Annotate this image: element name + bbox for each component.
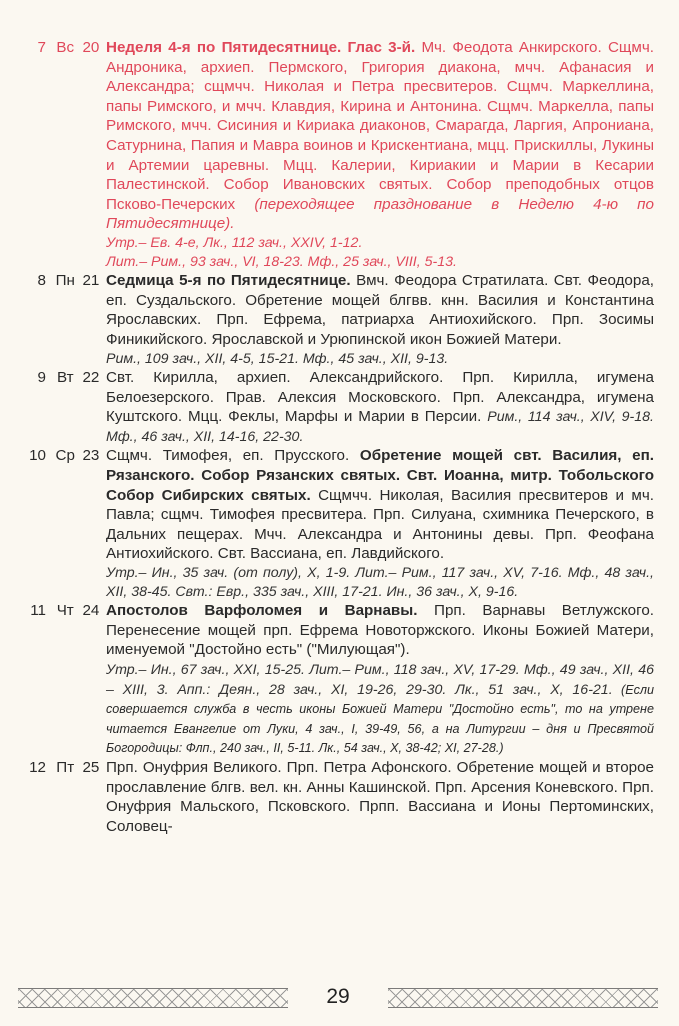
entry-text: Сщмчч. Николая, Василия пресвитеров и мч. Павла; сщмч. Тимофея пресвитера. Прп. Силуана, схимника Печерского, в Дальних пещерах. Мчч. Александра и Антонины девы. Прп. Феофана Антиохийского. Свт. Вассиана, еп. Лавдийского. xyxy=(106,486,654,563)
weekday: Вс xyxy=(56,39,75,56)
entry-title: Апостолов Варфоломея и Варнавы. xyxy=(106,602,418,620)
entry-date xyxy=(22,758,102,778)
ornament-border-icon xyxy=(388,988,658,1008)
old-style-day: 22 xyxy=(82,369,100,387)
entry-text: Сщмч. Тимофея, еп. Прусского. xyxy=(106,447,360,465)
entry-date xyxy=(22,368,102,388)
day-number: 12 xyxy=(29,758,46,776)
entry-date xyxy=(22,38,102,58)
entry-note: (Если совершается служба в честь иконы Божией Матери "Достойно есть", то на утрене читается Евангелие от Луки, 4 зач., I, 39-49, 56, а на Литургии – дня и Пресвятой Богородицы: Флп., 240 зач., II, 5-11. Лк., 54 зач., X, 38-42; XI, 27-28.) xyxy=(106,682,655,756)
day-number: 8 xyxy=(37,272,46,290)
calendar-entry xyxy=(22,271,654,368)
entry-reading: Лит.– Рим., 93 зач., VI, 18-23. Мф., 25 зач., VIII, 5-13. xyxy=(106,253,457,270)
calendar-entry xyxy=(22,758,654,836)
entry-note: (переходящее празднование в Неделю 4-ю по Пятидесятнице). xyxy=(106,195,654,233)
page-number: 29 xyxy=(326,985,350,1008)
weekday: Пн xyxy=(55,272,75,290)
old-style-day: 20 xyxy=(82,39,100,56)
entry-text: Прп. Варнавы Ветлужского. Перенесение мощей прп. Ефрема Новоторжского. Иконы Божией Матери, именуемой "Достойно есть" ("Милующая"). xyxy=(106,602,654,659)
weekday: Пт xyxy=(56,758,75,776)
entry-text: Прп. Онуфрия Великого. Прп. Петра Афонского. Обретение мощей и второе прославление блгв. вел. кн. Анны Кашинской. Прп. Арсения Коневского. Прп. Онуфрия Мальского, Псковского. Прпп. Вассиана и Ионы Пертоминских, Соловец- xyxy=(106,758,654,835)
day-number: 10 xyxy=(29,447,46,465)
ornament-border-icon xyxy=(18,988,288,1008)
entry-title: Седмица 5-я по Пятидесятнице. xyxy=(106,272,351,290)
calendar-entry xyxy=(22,446,654,601)
entry-date xyxy=(22,271,102,291)
entry-reading: Утр.– Ин., 35 зач. (от полу), X, 1-9. Лит.– Рим., 117 зач., XV, 7-16. Мф., 48 зач., XII, 38-45. Свт.: Евр., 335 зач., XIII, 17-21. Ин., 36 зач., X, 9-16. xyxy=(106,565,654,600)
old-style-day: 25 xyxy=(82,758,100,776)
entry-reading: Утр.– Ин., 67 зач., XXI, 15-25. Лит.– Рим., 118 зач., XV, 17-29. Мф., 49 зач., XII, 46 – XIII, 3. Апп.: Деян., 28 зач., XI, 19-26, 29-30. Лк., 51 зач., X, 16-21. xyxy=(106,662,654,698)
weekday: Ср xyxy=(55,447,75,465)
weekday: Чт xyxy=(56,602,74,620)
calendar-entry xyxy=(22,38,654,271)
calendar-page xyxy=(22,38,654,836)
entry-text: Вмч. Феодора Стратилата. Свт. Феодора, еп. Суздальского. Обретение мощей блгвв. кнн. Василия и Константина Ярославских. Прп. Ефрема, патриарха Антиохийского. Прп. Зосимы Финикийского. Ярославской и Урюпинской икон Божией Матери. xyxy=(106,272,654,348)
day-number: 7 xyxy=(37,39,46,56)
entry-text: Свт. Кирилла, архиеп. Александрийского. Прп. Кирилла, игумена Белоезерского. Прав. Алексия Московского. Прп. Александра, игумена Куштского. Мцц. Феклы, Марфы и Марии в Персии. xyxy=(106,369,654,426)
entry-text: Мч. Феодота Анкирского. Сщмч. Андроника, архиеп. Пермского, Григория диакона, мчч. Афанасия и Александра; сщмчч. Николая и Петра пресвитеров. Сщмч. Маркеллина, папы Римского, и мчч. Клавдия, Кирина и Антонина. Сщмч. Маркелла, папы Римского, мчч. Сисиния и Кириака диаконов, Смарагда, Ларгия, Апрониана, Сатурнина, Папия и Мавра воинов и Крискентиана, мцц. Прискиллы, Лукины и Артемии царевны. Мцц. Калерии, Кириакии и Марии в Кесарии Палестинской. Собор Ивановских святых. Собор преподобных отцов Псково-Печерских xyxy=(106,39,654,213)
entry-reading: Рим., 109 зач., XII, 4-5, 15-21. Мф., 45 зач., XII, 9-13. xyxy=(106,350,449,367)
entry-reading: Утр.– Ев. 4-е, Лк., 112 зач., XXIV, 1-12. xyxy=(106,234,363,251)
entry-date xyxy=(22,601,102,621)
calendar-entry xyxy=(22,601,654,758)
entry-feast-text: Обретение мощей свт. Василия, еп. Рязанского. Собор Рязанских святых. Свт. Иоанна, митр. Тобольского Собор Сибирских святых. xyxy=(106,447,654,504)
entry-reading: Рим., 114 зач., XIV, 9-18. Мф., 46 зач., XII, 14-16, 22-30. xyxy=(106,409,654,445)
entry-title: Неделя 4-я по Пятидесятнице. Глас 3-й. xyxy=(106,39,416,56)
day-number: 9 xyxy=(37,369,46,387)
calendar-entry xyxy=(22,368,654,446)
page-footer xyxy=(18,985,658,1011)
old-style-day: 24 xyxy=(82,602,100,620)
old-style-day: 23 xyxy=(82,447,100,465)
old-style-day: 21 xyxy=(82,272,100,290)
entry-date xyxy=(22,446,102,466)
day-number: 11 xyxy=(30,602,46,620)
weekday: Вт xyxy=(56,369,74,387)
